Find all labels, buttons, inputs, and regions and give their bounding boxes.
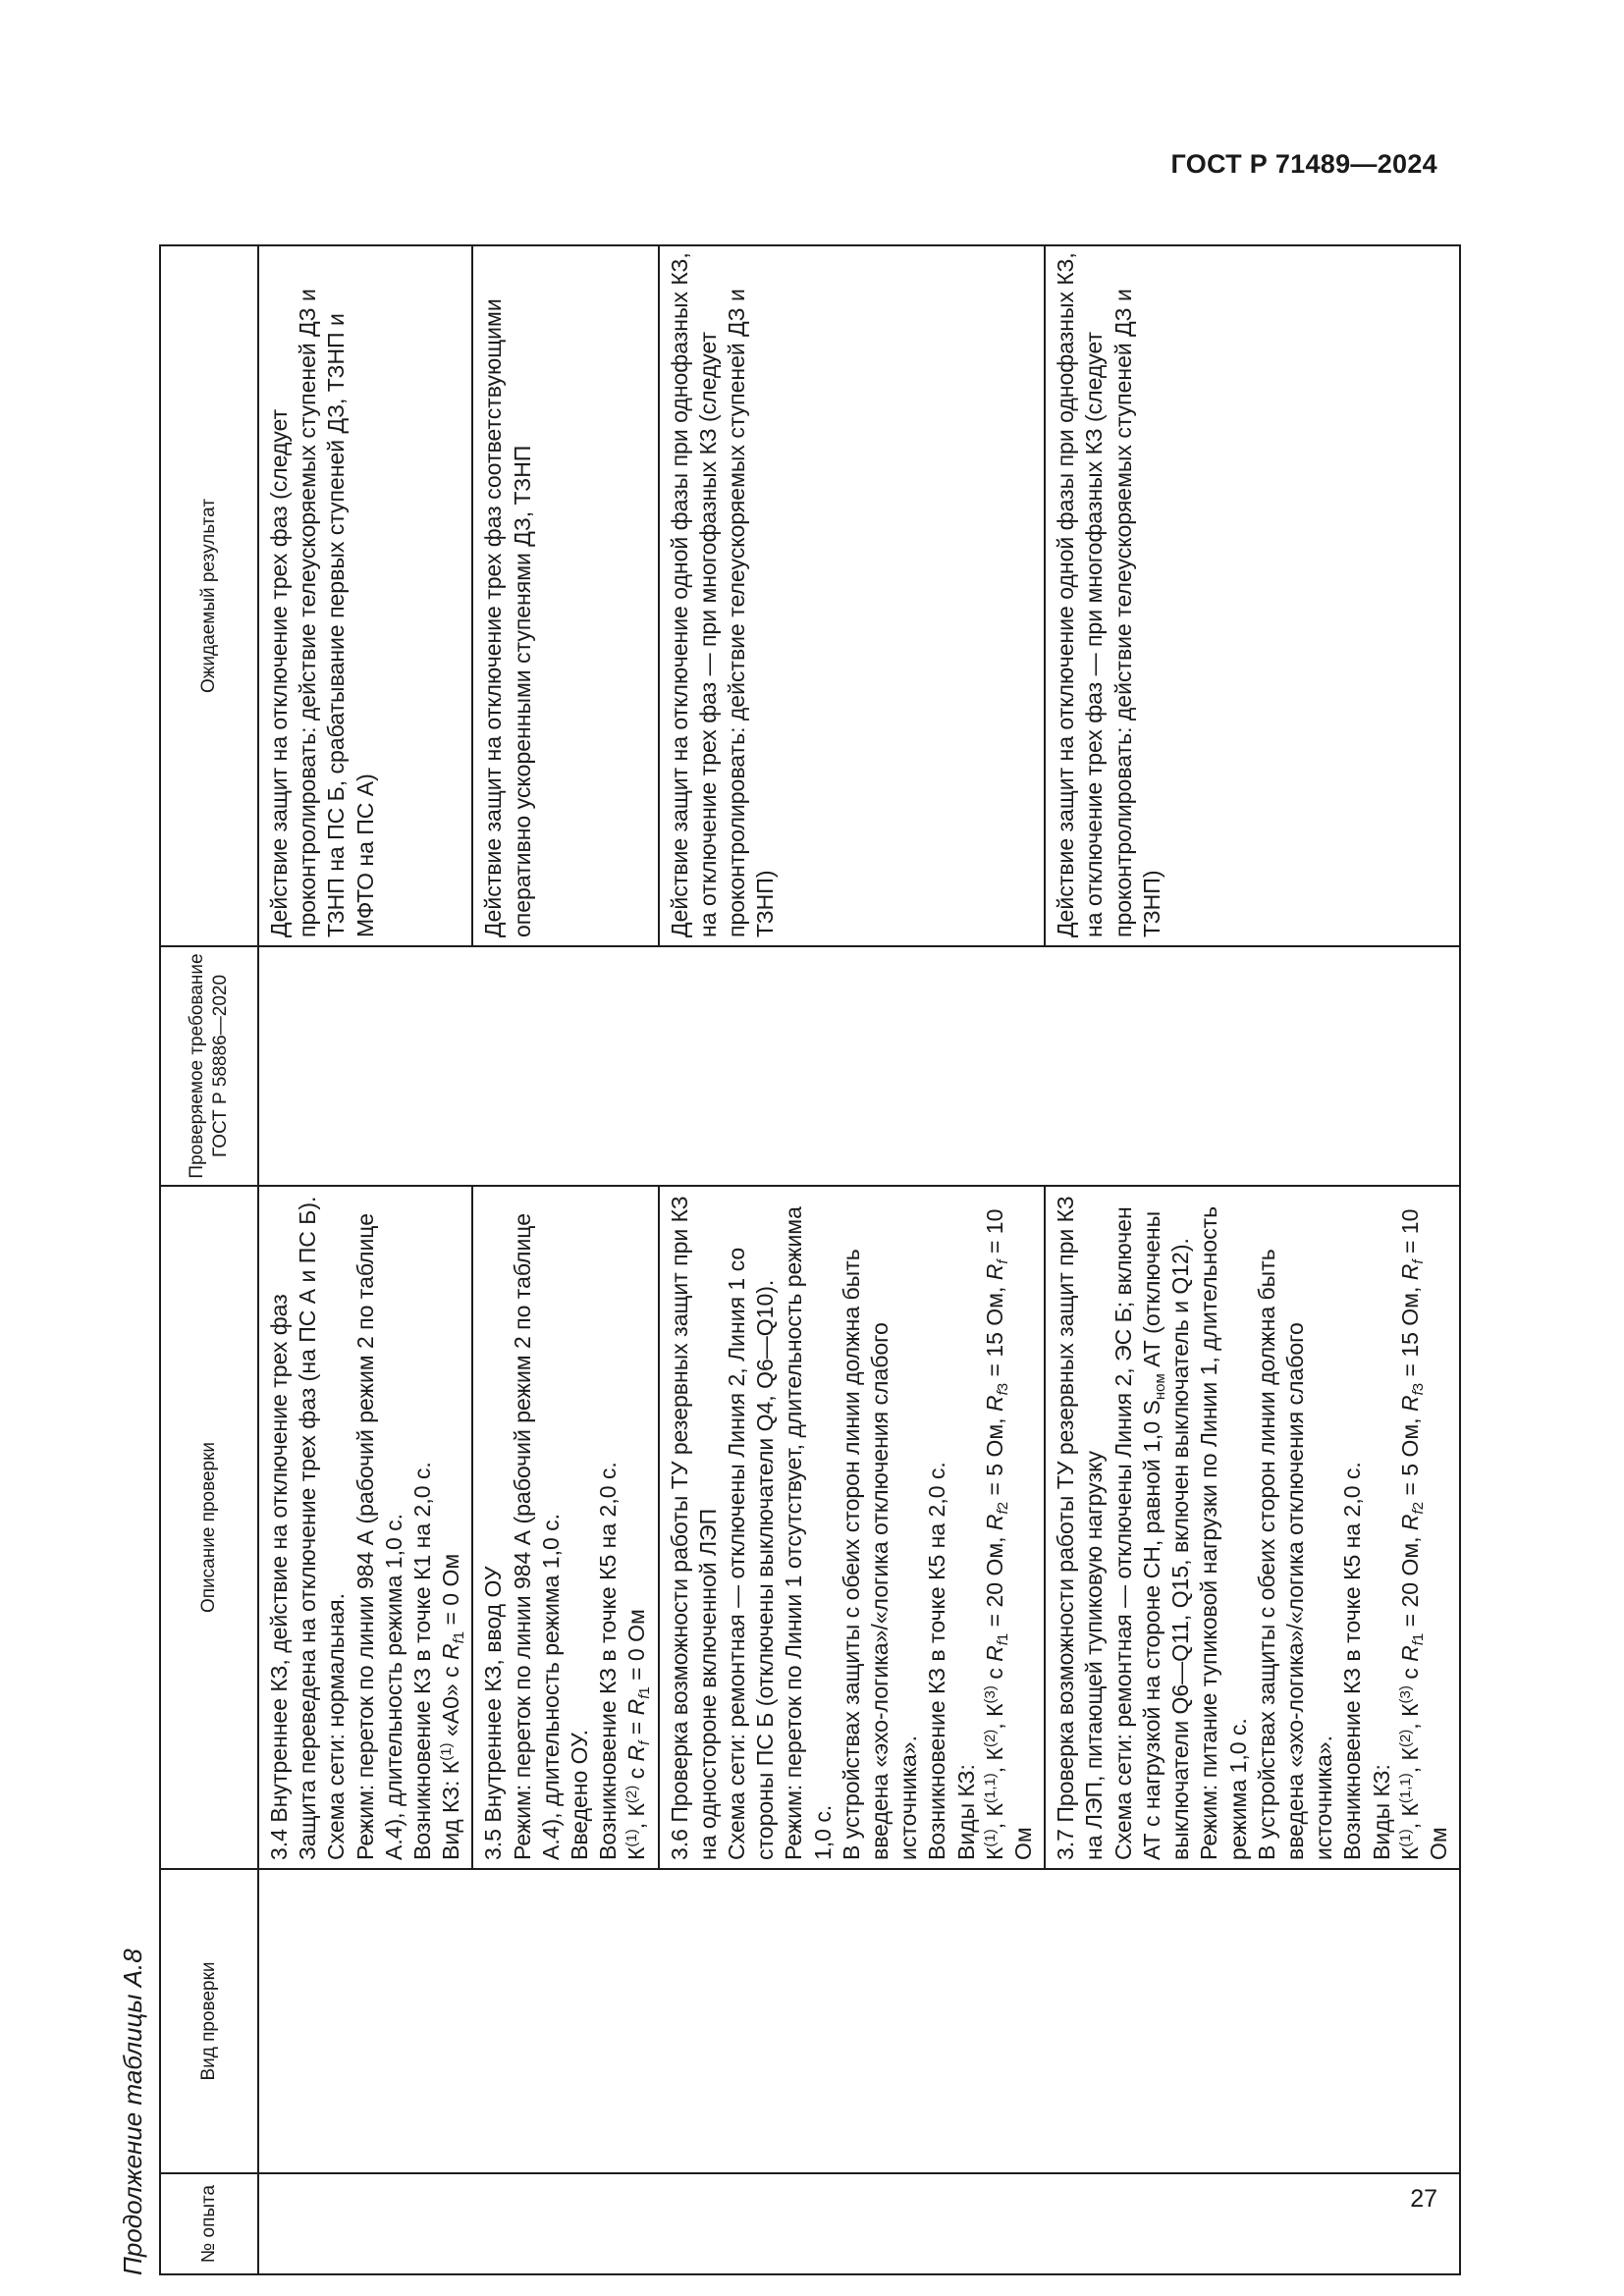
description-line: Виды КЗ: [952, 1764, 979, 1860]
header-checked-requirement: Проверяемое требование ГОСТ Р 58886—2020 [160, 946, 258, 1186]
description-formula: $К^{(1)}$, К$^{(1,1)}$, $К^{(2)}$, $К^{(3)}$ с $R_{f1} = 20$ Ом, $R_{f2} = 5$ Ом, $R_{f3} = 15$ Ом, $R_f = 10$ Ом [1396, 1208, 1451, 1860]
description-formula: Вид КЗ: $К^{(1)}$ «А0» с $R_{f1} = 0$ Ом [438, 1553, 468, 1860]
table-caption: Продолжение таблицы А.8 [118, 1949, 147, 2275]
check-type-cell [258, 1869, 1460, 2173]
description-line: 3.4 Внутреннее КЗ, действие на отключение трех фаз [266, 1294, 292, 1860]
description-line: 3.7 Проверка возможности работы ТУ резервных защит при КЗ на ЛЭП, питающей тупиковую нагрузку [1053, 1196, 1108, 1860]
description-cell [659, 1186, 1046, 1869]
description-line: Схема сети: ремонтная — отключены Линия 2, Линия 1 со стороны ПС Б (отключены выключатели Q4, Q6—Q10). [724, 1247, 779, 1860]
description-line: Введено ОУ. [567, 1729, 593, 1860]
description-line: Виды КЗ: [1368, 1764, 1394, 1860]
description-formula: $К^{(1)}$, $К^{(2)}$ с $R_f = R_{f1} = 0$ Ом [623, 1609, 654, 1860]
page-number: 27 [1410, 2185, 1437, 2213]
test-number-cell [258, 2173, 1460, 2274]
description-line: Режим: переток по линии 984 А (рабочий режим 2 по таблице А.4), длительность режима 1,0 с. [509, 1213, 564, 1860]
description-line: Схема сети: ремонтная — отключены Линия 2, ЭС Б; включен АТ с нагрузкой на стороне СН, равной 1,0 $S_{ном}$ АТ (отключены выключатели Q6—Q11, Q15, включен выключатель и Q12). [1110, 1206, 1194, 1860]
result-cell: Действие защит на отключение одной фазы при однофазных КЗ, на отключение трех фаз — при многофазных КЗ (следует проконтролировать: действие телеускоряемых ступеней ДЗ и ТЗНП) [1045, 245, 1460, 946]
result-cell: Действие защит на отключение трех фаз соответствующими оперативно ускоренными ступенями ДЗ, ТЗНП [472, 245, 658, 946]
document-code: ГОСТ Р 71489—2024 [1170, 149, 1437, 179]
description-line: 3.6 Проверка возможности работы ТУ резервных защит при КЗ на одностороне включенной ЛЭП [666, 1196, 721, 1860]
description-line: Возникновение КЗ в точке К5 на 2,0 с. [1339, 1462, 1366, 1860]
description-line: Защита переведена на отключение трех фаз (на ПС А и ПС Б). [295, 1196, 321, 1860]
description-line: Возникновение КЗ в точке К5 на 2,0 с. [595, 1462, 622, 1860]
result-cell: Действие защит на отключение трех фаз (следует проконтролировать: действие телеускоряемых ступеней ДЗ и ТЗНП на ПС Б, срабатывание первых ступеней ДЗ, ТЗНП и МФТО на ПС А) [258, 245, 472, 946]
header-test-number: № опыта [160, 2173, 258, 2274]
test-table [159, 244, 1461, 2275]
description-formula: $К^{(1)}$, К$^{(1,1)}$, $К^{(2)}$, $К^{(3)}$ с $R_{f1} = 20$ Ом, $R_{f2} = 5$ Ом, $R_{f3} = 15$ Ом, $R_f = 10$ Ом [981, 1208, 1037, 1860]
description-line: Схема сети: нормальная. [323, 1593, 350, 1860]
result-cell: Действие защит на отключение одной фазы при однофазных КЗ, на отключение трех фаз — при многофазных КЗ (следует проконтролировать: действие телеускоряемых ступеней ДЗ и ТЗНП) [659, 245, 1046, 946]
description-cell [258, 1186, 472, 1869]
description-cell [1045, 1186, 1460, 1869]
header-check-description: Описание проверки [160, 1186, 258, 1869]
description-line: 3.5 Внутреннее КЗ, ввод ОУ [480, 1566, 507, 1860]
description-line: Возникновение КЗ в точке К5 на 2,0 с. [924, 1462, 950, 1860]
description-line: Режим: переток по Линии 1 отсутствует, длительность режима 1,0 с. [781, 1206, 836, 1860]
description-line: Режим: питание тупиковой нагрузки по Линии 1, длительность режима 1,0 с. [1196, 1205, 1251, 1860]
description-cell [472, 1186, 658, 1869]
header-expected-result: Ожидаемый результат [160, 245, 258, 946]
description-line: Возникновение КЗ в точке К1 на 2,0 с. [409, 1462, 436, 1860]
description-line: Режим: переток по линии 984 А (рабочий режим 2 по таблице А.4), длительность режима 1,0 с. [352, 1213, 406, 1860]
table-header-row [160, 245, 258, 2274]
requirement-cell [258, 946, 1460, 1186]
description-line: В устройствах защиты с обеих сторон линии должна быть введена «эхо-логика»/«логика отключения слабого источника». [838, 1249, 922, 1860]
description-line: В устройствах защиты с обеих сторон линии должна быть введена «эхо-логика»/«логика отключения слабого источника». [1253, 1249, 1337, 1860]
header-check-type: Вид проверки [160, 1869, 258, 2173]
table-row [258, 245, 472, 2274]
